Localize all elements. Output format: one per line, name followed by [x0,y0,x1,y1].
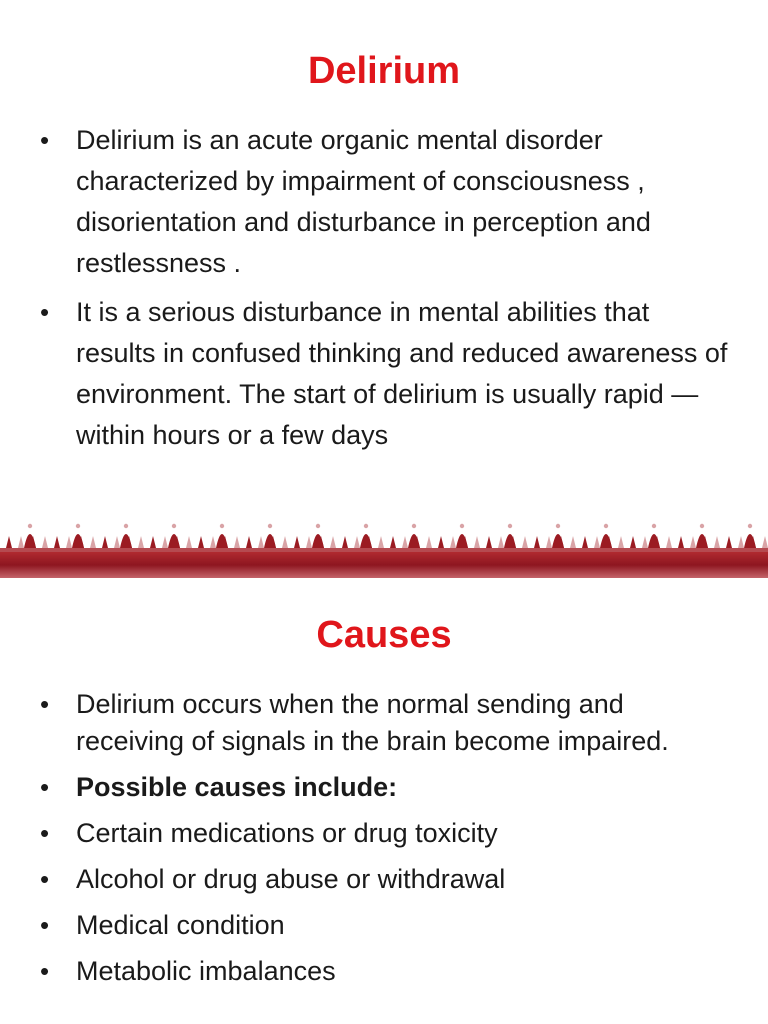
slide-causes [0,578,768,1024]
list-item [38,769,728,806]
list-item [38,861,728,898]
bullet-list [38,686,728,999]
bullet-text: Delirium is an acute organic mental disorder characterized by impairment of consciousness , disorientation and disturbance in perception and restlessness . [76,125,651,278]
list-item [38,686,728,760]
ornament-border-icon [0,512,768,578]
bullet-text: Metabolic imbalances [76,956,336,986]
bullet-text: Alcohol or drug abuse or withdrawal [76,864,506,894]
bullet-icon: • [40,297,50,327]
bullet-text: Possible causes include: [76,772,398,802]
bullet-icon: • [40,689,50,719]
bullet-icon: • [40,772,50,802]
bullet-text: Medical condition [76,910,285,940]
bullet-icon: • [40,125,50,155]
list-item [38,953,728,990]
list-item [38,292,728,456]
bullet-icon: • [40,864,50,894]
bullet-icon: • [40,818,50,848]
bullet-text: Delirium occurs when the normal sending and receiving of signals in the brain become impaired. [76,689,669,756]
bullet-icon: • [40,956,50,986]
bullet-icon: • [40,910,50,940]
decorative-border [0,512,768,578]
bullet-list [38,120,728,464]
slide-title: Delirium [307,50,461,92]
bullet-text: Certain medications or drug toxicity [76,818,498,848]
list-item [38,907,728,944]
list-item [38,815,728,852]
list-item [38,120,728,284]
slide-title: Causes [316,614,452,656]
bullet-text: It is a serious disturbance in mental abilities that results in confused thinking and reduced awareness of environment. The start of delirium is usually rapid — within hours or a few days [76,297,728,450]
